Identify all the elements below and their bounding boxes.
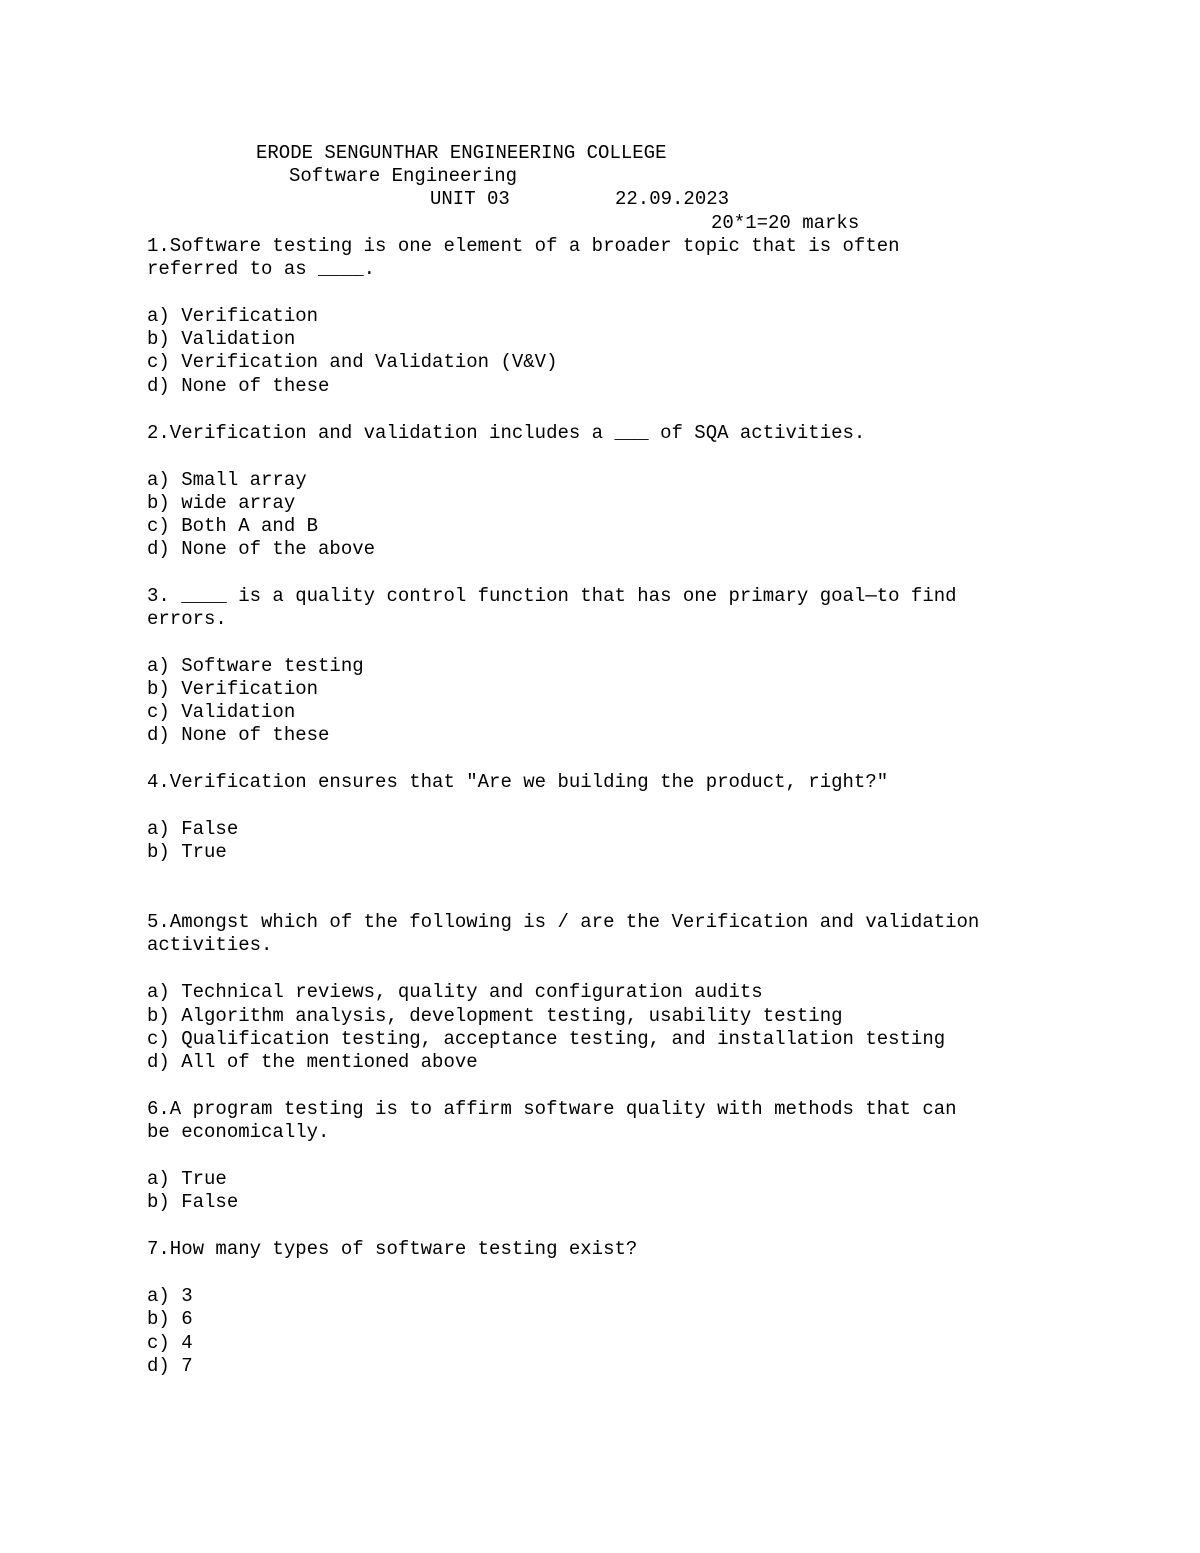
option-b: b) True [147,841,227,863]
option-b: b) False [147,1191,239,1213]
option-d: d) All of the mentioned above [147,1051,478,1073]
option-d: d) None of the above [147,538,376,560]
question-text: 6.A program testing is to affirm software quality with methods that can [147,1098,957,1120]
option-a: a) True [147,1168,227,1190]
question-text: referred to as ____. [147,258,376,280]
exam-date: 22.09.2023 [615,188,730,210]
question-text: be economically. [147,1121,330,1143]
option-a: a) Verification [147,305,319,327]
question-text: 4.Verification ensures that "Are we building the product, right?" [147,771,889,793]
marks-label: 20*1=20 marks [711,212,860,234]
option-d: d) None of these [147,724,330,746]
option-c: c) Qualification testing, acceptance testing, and installation testing [147,1028,946,1050]
college-name: ERODE SENGUNTHAR ENGINEERING COLLEGE [256,142,667,164]
question-text: 7.How many types of software testing exist? [147,1238,638,1260]
subject-title: Software Engineering [289,165,518,187]
option-a: a) Technical reviews, quality and configuration audits [147,981,763,1003]
option-a: a) Software testing [147,655,364,677]
question-text: 1.Software testing is one element of a broader topic that is often [147,235,900,257]
option-c: c) Validation [147,701,296,723]
option-b: b) wide array [147,492,296,514]
option-a: a) False [147,818,239,840]
question-text: 2.Verification and validation includes a ___ of SQA activities. [147,422,866,444]
question-text: errors. [147,608,227,630]
option-a: a) Small array [147,469,307,491]
question-text: 5.Amongst which of the following is / are the Verification and validation [147,911,980,933]
unit-label: UNIT 03 [430,188,510,210]
question-text: activities. [147,934,273,956]
option-b: b) Verification [147,678,319,700]
question-text: 3. ____ is a quality control function that has one primary goal—to find [147,585,957,607]
option-b: b) 6 [147,1308,193,1330]
option-d: d) 7 [147,1355,193,1377]
option-b: b) Validation [147,328,296,350]
option-b: b) Algorithm analysis, development testing, usability testing [147,1005,843,1027]
option-c: c) 4 [147,1332,193,1354]
option-c: c) Both A and B [147,515,319,537]
option-d: d) None of these [147,375,330,397]
option-c: c) Verification and Validation (V&V) [147,351,558,373]
option-a: a) 3 [147,1285,193,1307]
